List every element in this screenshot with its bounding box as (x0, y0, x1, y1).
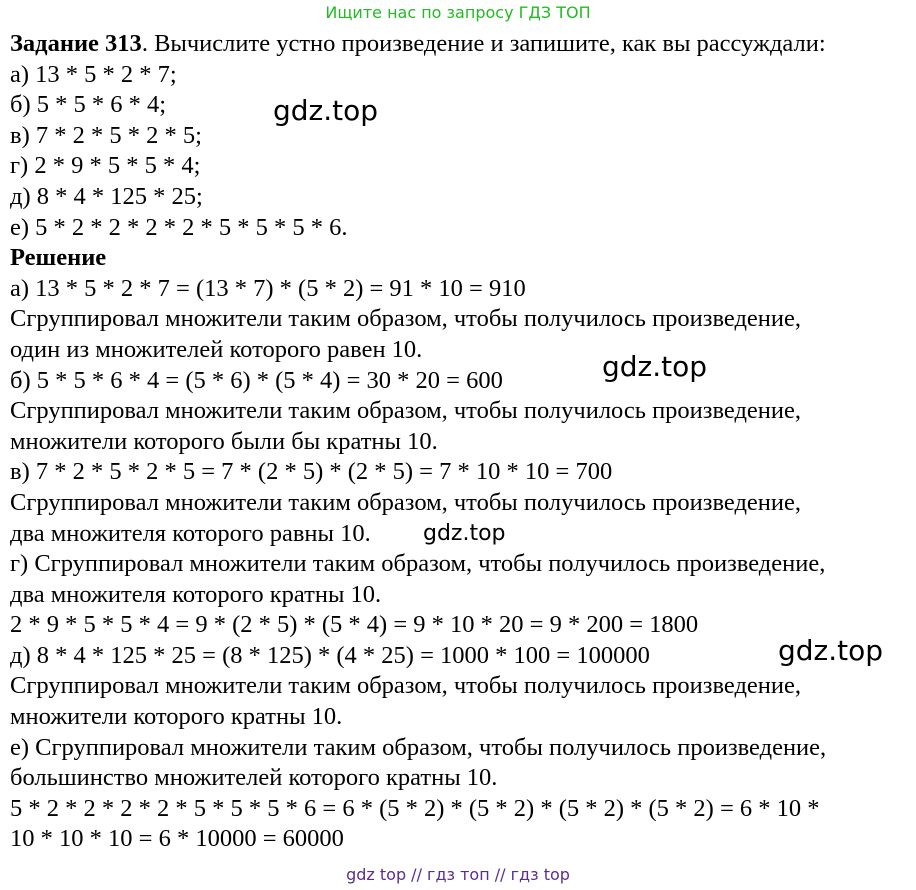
solution-line: 2 * 9 * 5 * 5 * 4 = 9 * (2 * 5) * (5 * 4) = 9 * 10 * 20 = 9 * 200 = 1800 (10, 611, 699, 639)
footer-links: gdz top // гдз топ // гдз top (346, 865, 570, 884)
solution-line: г) Сгруппировал множители таким образом, чтобы получилось произведение, (10, 550, 826, 578)
solution-heading: Решение (10, 244, 107, 272)
task-content (10, 29, 910, 855)
solution-line: один из множителей которого равен 10. (10, 335, 423, 363)
task-item-g: г) 2 * 9 * 5 * 5 * 4; (10, 152, 201, 180)
solution-line: а) 13 * 5 * 2 * 7 = (13 * 7) * (5 * 2) = 91 * 10 = 910 (10, 274, 526, 302)
task-prompt: . Вычислите устно произведение и запишите, как вы рассуждали: (141, 30, 826, 57)
watermark: gdz.top (602, 350, 708, 383)
task-item-b: б) 5 * 5 * 6 * 4; (10, 91, 167, 119)
task-item-v: в) 7 * 2 * 5 * 2 * 5; (10, 121, 202, 149)
solution-line: Сгруппировал множители таким образом, чтобы получилось произведение, (10, 488, 802, 516)
solution-line: 5 * 2 * 2 * 2 * 2 * 5 * 5 * 5 * 6 = 6 * (5 * 2) * (5 * 2) * (5 * 2) * (5 * 2) = 6 * 10 * (10, 794, 820, 822)
solution-line: е) Сгруппировал множители таким образом, чтобы получилось произведение, (10, 733, 827, 761)
watermark: gdz.top (423, 521, 506, 546)
task-item-a: а) 13 * 5 * 2 * 7; (10, 60, 177, 88)
task-header (10, 29, 910, 60)
solution-line: Сгруппировал множители таким образом, чтобы получилось произведение, (10, 305, 802, 333)
task-number: Задание 313 (10, 30, 142, 57)
solution-line: множители которого были бы кратны 10. (10, 427, 438, 455)
solution-line: два множителя которого кратны 10. (10, 580, 382, 608)
solution-line: большинство множителей которого кратны 10. (10, 764, 498, 792)
solution-line: Сгруппировал множители таким образом, чтобы получилось произведение, (10, 397, 802, 425)
solution-line: множители которого кратны 10. (10, 703, 343, 731)
top-banner: Ищите нас по запросу ГДЗ ТОП (325, 3, 591, 22)
solution-line: два множителя которого равны 10. (10, 519, 371, 547)
solution-line: д) 8 * 4 * 125 * 25 = (8 * 125) * (4 * 25) = 1000 * 100 = 100000 (10, 641, 650, 669)
task-item-e: е) 5 * 2 * 2 * 2 * 2 * 5 * 5 * 5 * 6. (10, 213, 348, 241)
solution-line: 10 * 10 * 10 = 6 * 10000 = 60000 (10, 825, 344, 853)
solution-line: в) 7 * 2 * 5 * 2 * 5 = 7 * (2 * 5) * (2 * 5) = 7 * 10 * 10 = 700 (10, 458, 613, 486)
solution-line: б) 5 * 5 * 6 * 4 = (5 * 6) * (5 * 4) = 30 * 20 = 600 (10, 366, 503, 394)
task-item-d: д) 8 * 4 * 125 * 25; (10, 182, 203, 210)
watermark: gdz.top (778, 634, 884, 667)
solution-line: Сгруппировал множители таким образом, чтобы получилось произведение, (10, 672, 802, 700)
watermark: gdz.top (273, 94, 379, 127)
